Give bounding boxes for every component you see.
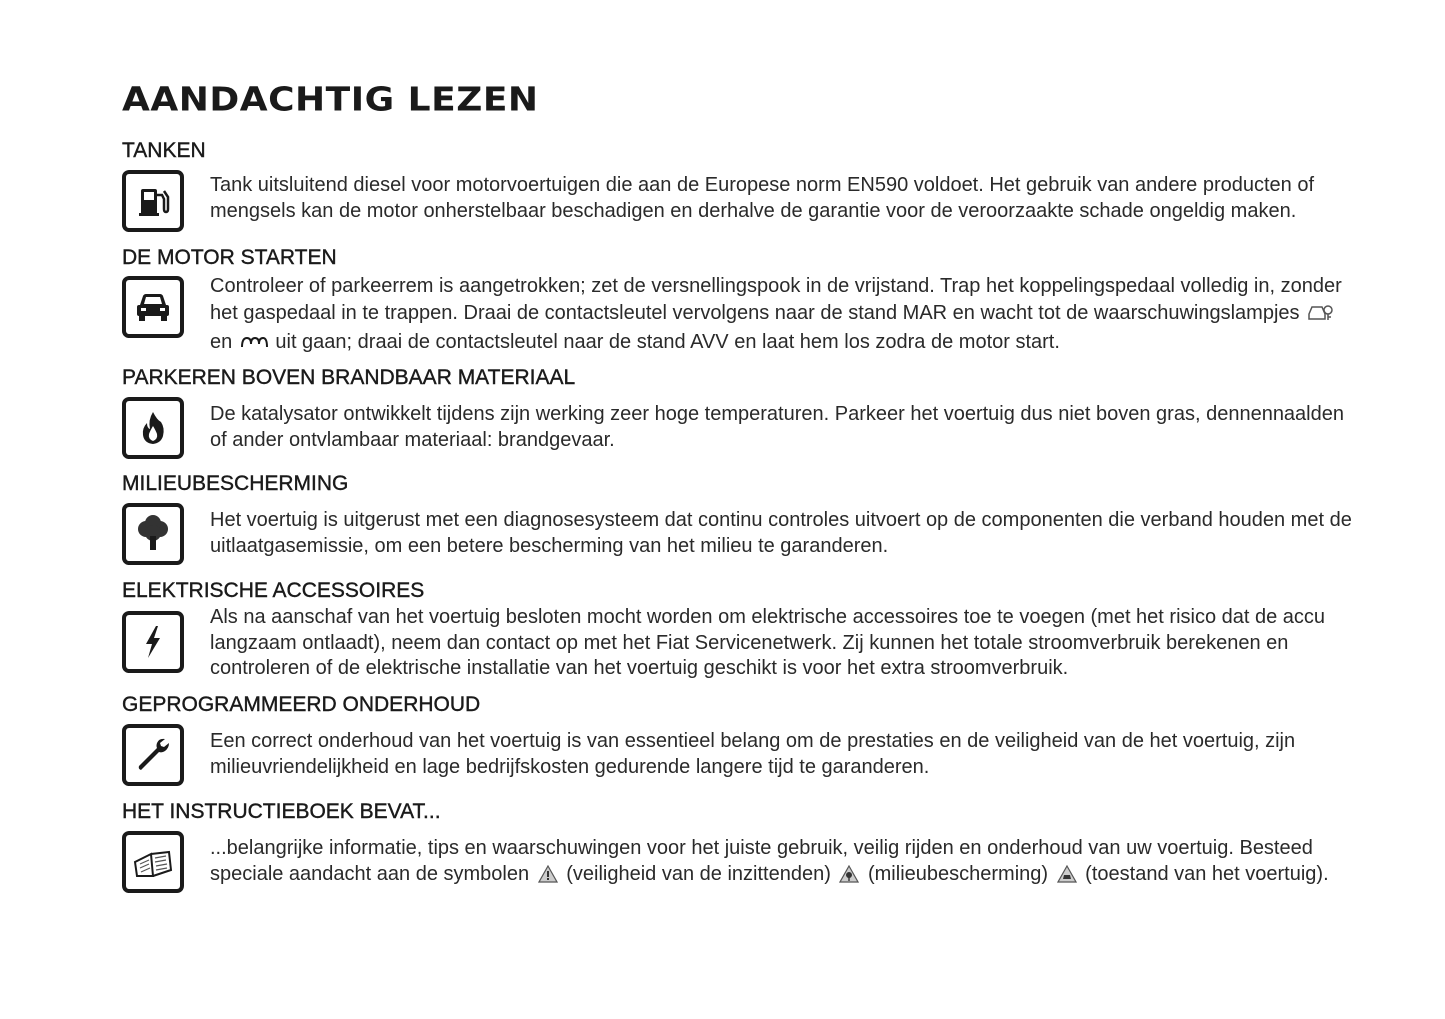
- section-instructieboek: [122, 799, 1362, 890]
- section-heading: PARKEREN BOVEN BRANDBAAR MATERIAAL: [122, 366, 576, 389]
- section-heading: HET INSTRUCTIEBOEK BEVAT...: [122, 800, 441, 823]
- flame-icon: [122, 397, 184, 459]
- section-heading: TANKEN: [122, 139, 206, 162]
- section-text: Het voertuig is uitgerust met een diagnosesysteem dat continu controles uitvoert op de componenten die verband houden met de uitlaatgasemissie, om een betere bescherming van het milieu te garanderen.: [210, 509, 1352, 557]
- section-heading: DE MOTOR STARTEN: [122, 246, 337, 269]
- section-text: ...belangrijke informatie, tips en waarschuwingen voor het juiste gebruik, veilig rijden en onderhoud van uw voertuig. Besteed speciale aandacht aan de symbolen (veiligheid van de inzittenden) (milieubescherming) (toestand van het voertuig).: [210, 829, 1362, 890]
- section-onderhoud: [122, 692, 1362, 780]
- section-elektrische-accessoires: [122, 578, 1362, 682]
- environment-warning-icon: [839, 865, 859, 891]
- section-heading: MILIEUBESCHERMING: [122, 472, 349, 495]
- section-text: De katalysator ontwikkelt tijdens zijn werking zeer hoge temperaturen. Parkeer het voertuig dus niet boven gras, dennennaalden of ander ontvlambaar materiaal: brandgevaar.: [210, 403, 1344, 451]
- tree-icon: [122, 503, 184, 565]
- immobilizer-warning-icon: [1307, 302, 1335, 330]
- fuel-pump-icon: [122, 170, 184, 232]
- section-text: Als na aanschaf van het voertuig besloten mocht worden om elektrische accessoires toe te voegen (met het risico dat de accu langzaam ontlaadt), neem dan contact op met het Fiat Servicenetwerk. Zij kunnen het totale stroomverbruik berekenen en controleren of de elektrische installatie van het voertuig geschikt is voor het extra stroomverbruik.: [210, 606, 1326, 679]
- wrench-icon: [122, 724, 184, 786]
- car-front-icon: [122, 276, 184, 338]
- section-milieubescherming: [122, 471, 1362, 559]
- section-text: Een correct onderhoud van het voertuig is van essentieel belang om de prestaties en de veiligheid van de het voertuig, zijn milieuvriendelijkheid en lage bedrijfskosten gedurende langere tijd te garanderen.: [210, 730, 1296, 778]
- section-heading: GEPROGRAMMEERD ONDERHOUD: [122, 693, 481, 716]
- glow-plug-icon: [240, 332, 268, 359]
- section-text: Controleer of parkeerrem is aangetrokken; zet de versnellingspook in de vrijstand. Trap het koppelingspedaal volledig in, zonder het gaspedaal in te trappen. Draai de contactsleutel vervolgens naar de stand MAR en wacht tot de waarschuwingslampjes en uit gaan; draai de contactsleutel naar de stand AVV en laat hem los zodra de motor start.: [210, 273, 1362, 359]
- section-tanken: [122, 138, 1362, 224]
- page-title: AANDACHTIG LEZEN: [122, 80, 539, 119]
- section-parkeren: [122, 365, 1362, 453]
- section-text: Tank uitsluitend diesel voor motorvoertuigen die aan de Europese norm EN590 voldoet. Het gebruik van andere producten of mengsels kan de motor onherstelbaar beschadigen en derhalve de garantie voor de veroorzaakte schade ongeldig maken.: [210, 174, 1315, 222]
- section-heading: ELEKTRISCHE ACCESSOIRES: [122, 579, 425, 602]
- lightning-bolt-icon: [122, 611, 184, 673]
- open-book-icon: [122, 831, 184, 893]
- vehicle-warning-icon: [1057, 865, 1077, 891]
- section-motor-starten: [122, 245, 1362, 359]
- safety-warning-icon: [538, 865, 558, 891]
